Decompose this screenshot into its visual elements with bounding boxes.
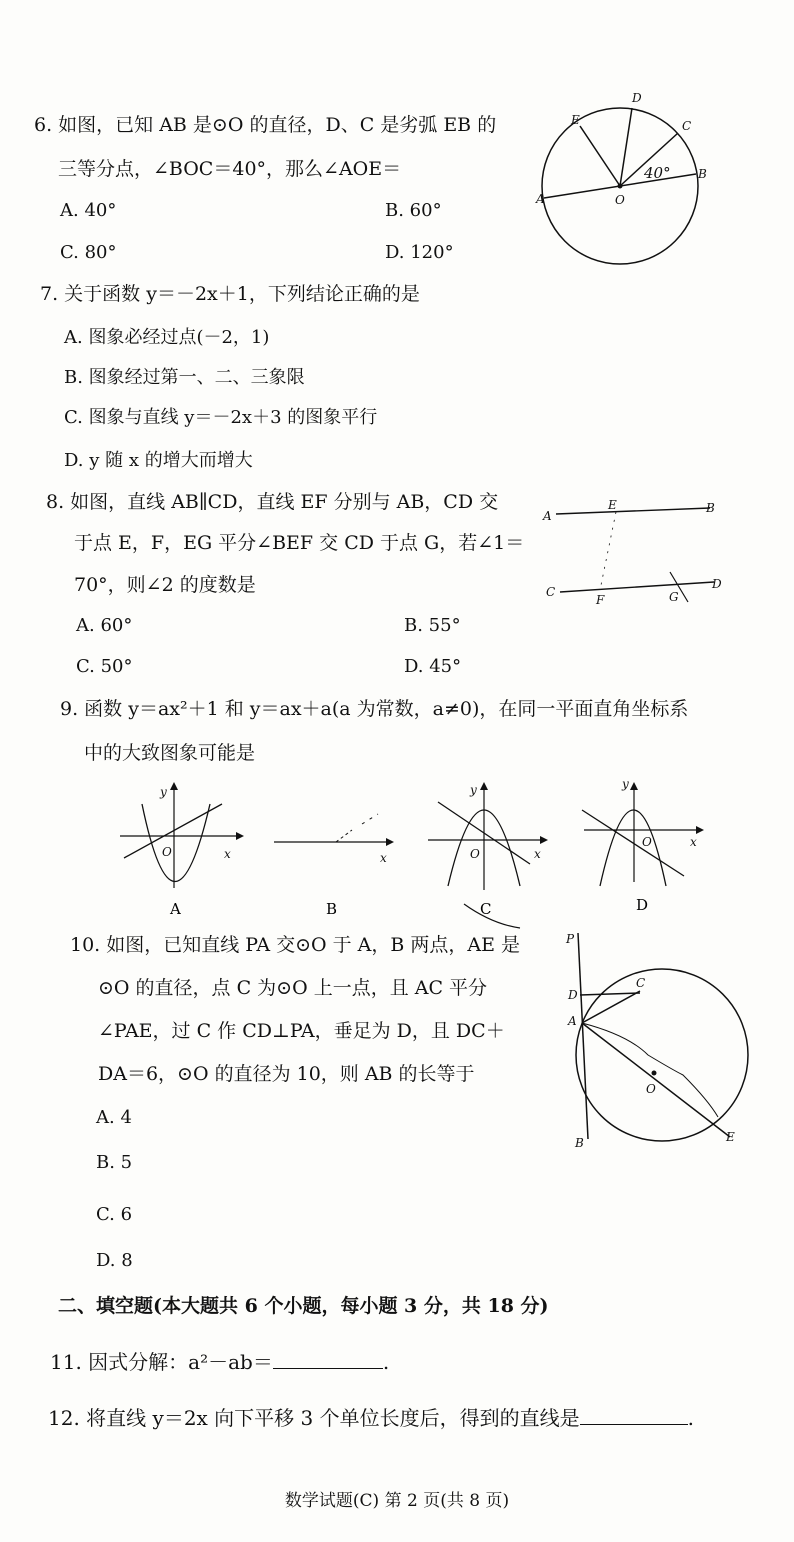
q6-label-a: A [536,192,545,206]
q6-option-c[interactable]: C. 80° [60,242,117,263]
q8-label-d: D [712,577,722,591]
q8-figure-parallel-lines [538,492,728,616]
q9-stem-line2: 中的大致图象可能是 [84,742,256,764]
q9-graph-d-x-label: x [690,835,697,849]
q9-graph-a-origin: O [162,845,172,859]
q9-graph-a-x-label: x [224,847,231,861]
q7-option-b[interactable]: B. 图象经过第一、二、三象限 [64,367,305,388]
q9-graph-c-label: C [480,900,492,918]
q8-label-e: E [608,498,617,512]
q12-end: . [687,1406,694,1430]
q8-option-c[interactable]: C. 50° [76,656,133,677]
q9-graph-d-origin: O [642,835,652,849]
q11-stem: 11. 因式分解：a²－ab＝ [50,1350,273,1374]
q10-label-d: D [568,988,578,1002]
q10-stem-line4: DA＝6，⊙O 的直径为 10，则 AB 的长等于 [98,1063,475,1085]
q6-option-d[interactable]: D. 120° [385,242,454,263]
q10-option-b[interactable]: B. 5 [96,1152,133,1173]
q10-stem-line3: ∠PAE，过 C 作 CD⊥PA，垂足为 D，且 DC＋ [98,1020,505,1042]
q6-option-a[interactable]: A. 40° [60,200,117,221]
q8-label-b: B [706,501,715,515]
q9-graph-a-y-label: y [160,785,167,799]
q9-graph-a-label: A [170,900,181,918]
q6-stem-line2: 三等分点，∠BOC＝40°，那么∠AOE＝ [58,158,402,180]
q6-figure-circle [528,88,718,267]
q9-graph-c-y-label: y [470,783,477,797]
q12-row [48,1406,694,1430]
q9-graph-b[interactable] [268,774,403,923]
q10-label-c: C [636,976,646,990]
q6-label-d: D [632,91,642,105]
q8-label-a: A [543,509,552,523]
q9-stem-line1: 9. 函数 y＝ax²＋1 和 y＝ax＋a(a 为常数，a≠0)，在同一平面直角坐标系 [60,698,689,720]
q10-figure-circle [558,925,758,1159]
q9-graph-b-label: B [326,900,338,918]
q10-label-p: P [566,932,575,946]
q9-graph-b-x-label: x [380,851,387,865]
q10-stem-line1: 10. 如图，已知直线 PA 交⊙O 于 A，B 两点，AE 是 [70,934,521,956]
q6-label-o: O [615,193,625,207]
q11-end: . [382,1350,390,1374]
q9-graph-d-label: D [636,896,649,914]
q12-stem: 12. 将直线 y＝2x 向下平移 3 个单位长度后，得到的直线是 [48,1406,580,1430]
q12-answer-blank[interactable] [580,1406,688,1425]
q9-graph-c-origin: O [470,847,480,861]
q8-option-b[interactable]: B. 55° [404,615,461,636]
q8-label-c: C [546,585,556,599]
q9-graph-d-y-label: y [622,777,629,791]
q6-label-c: C [682,119,692,133]
q7-option-a[interactable]: A. 图象必经过点(－2，1) [64,327,270,348]
q10-option-c[interactable]: C. 6 [96,1204,133,1225]
q10-label-b: B [575,1136,584,1150]
q8-option-a[interactable]: A. 60° [76,615,133,636]
q7-option-c[interactable]: C. 图象与直线 y＝－2x＋3 的图象平行 [64,407,378,428]
q6-label-angle: 40° [644,164,671,182]
q6-option-b[interactable]: B. 60° [385,200,442,221]
q10-label-o: O [646,1082,656,1096]
q10-label-a: A [568,1014,577,1028]
q6-stem-line1: 6. 如图，已知 AB 是⊙O 的直径，D、C 是劣弧 EB 的 [34,114,497,136]
q8-label-g: G [669,590,679,604]
q10-option-a[interactable]: A. 4 [96,1107,132,1128]
section-fill-in-heading: 二、填空题(本大题共 6 个小题，每小题 3 分，共 18 分) [58,1295,549,1317]
q9-graph-c-x-label: x [534,847,541,861]
q7-stem: 7. 关于函数 y＝－2x＋1，下列结论正确的是 [40,283,420,305]
q8-stem-line3: 70°，则∠2 的度数是 [74,574,256,596]
q10-label-e: E [726,1130,735,1144]
q10-stem-line2: ⊙O 的直径，点 C 为⊙O 上一点，且 AC 平分 [98,977,488,999]
q8-stem-line1: 8. 如图，直线 AB∥CD，直线 EF 分别与 AB，CD 交 [46,491,499,513]
q11-answer-blank[interactable] [273,1350,383,1369]
q8-stem-line2: 于点 E，F，EG 平分∠BEF 交 CD 于点 G，若∠1＝ [74,532,525,554]
q6-label-e: E [571,113,580,127]
q9-graph-a[interactable] [112,774,247,923]
q8-label-f: F [596,593,605,607]
q11-row [50,1350,389,1374]
q7-option-d[interactable]: D. y 随 x 的增大而增大 [64,450,253,471]
q6-label-b: B [698,167,707,181]
q8-option-d[interactable]: D. 45° [404,656,462,677]
q9-graph-c[interactable] [422,774,557,938]
q10-option-d[interactable]: D. 8 [96,1250,133,1271]
q9-graph-d[interactable] [578,774,713,923]
page-footer: 数学试题(C) 第 2 页(共 8 页) [284,1491,510,1511]
